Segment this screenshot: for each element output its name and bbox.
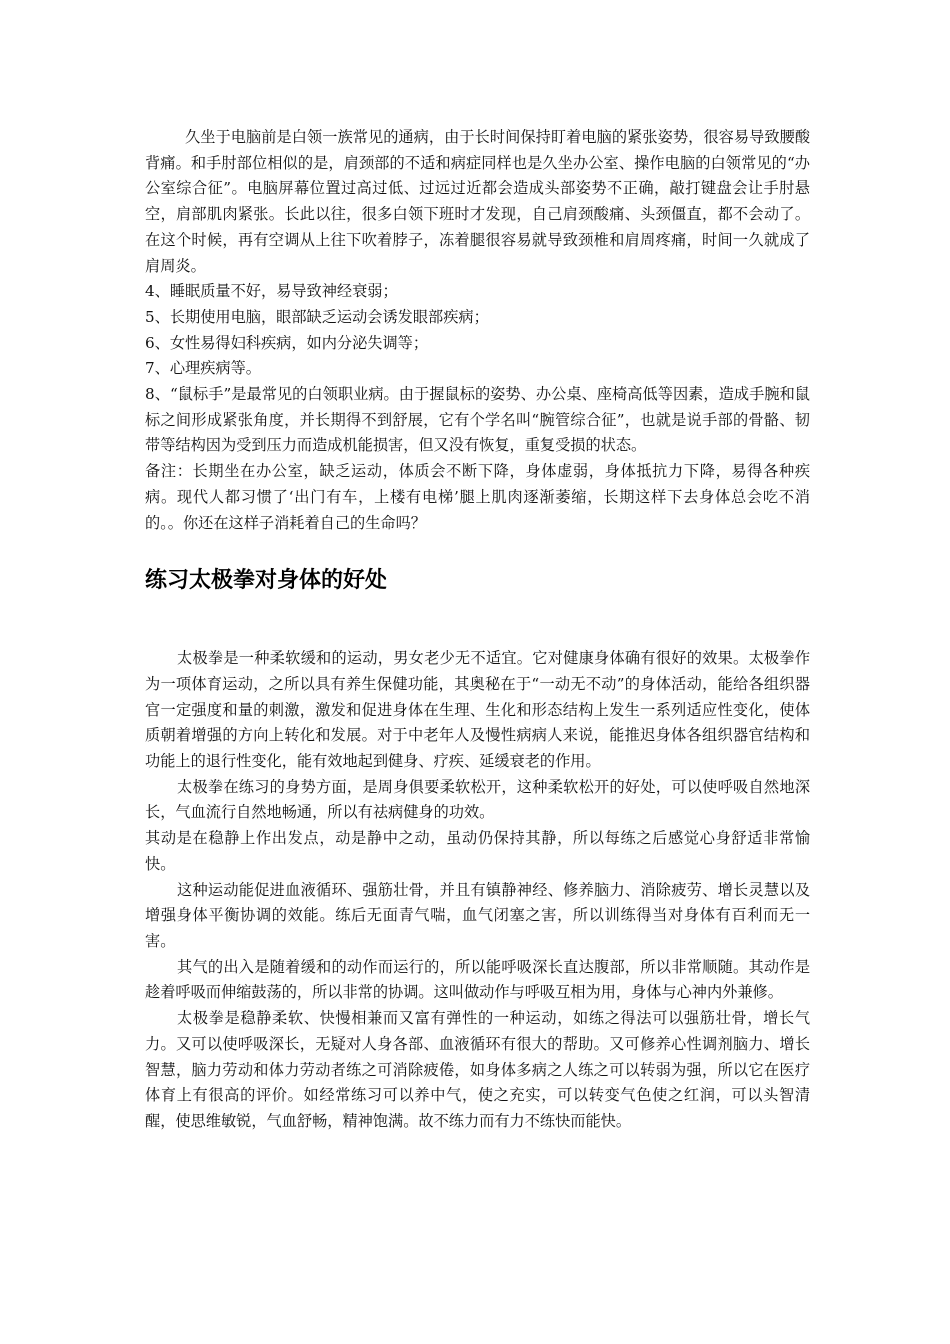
taichi-paragraph-4: 这种运动能促进血液循环、强筋壮骨，并且有镇静神经、修养脑力、消除疲劳、增长灵慧以及增强身体平衡协调的效能。练后无面青气喘，血气闭塞之害，所以训练得当对身体有百利而无一害。 — [145, 880, 810, 950]
taichi-paragraph-2: 太极拳在练习的身势方面，是周身俱要柔软松开，这种柔软松开的好处，可以使呼吸自然地深长，气血流行自然地畅通，所以有祛病健身的功效。 — [145, 777, 810, 822]
taichi-paragraph-3: 其动是在稳静上作出发点，动是静中之动，虽动仍保持其静，所以每练之后感觉心身舒适非常愉快。 — [145, 829, 810, 873]
list-item-5: 5、长期使用电脑，眼部缺乏运动会诱发眼部疾病； — [145, 307, 489, 326]
taichi-paragraph-6: 太极拳是稳静柔软、快慢相兼而又富有弹性的一种运动，如练之得法可以强筋壮骨，增长气力。又可以使呼吸深长，无疑对人身各部、血液循环有很大的帮助。又可修养心性调剂脑力、增长智慧，脑力劳动和体力劳动者练之可消除疲倦，如身体多病之人练之可以转弱为强，所以它在医疗体育上有很高的评价。如经常练习可以养中气，使之充实，可以转变气色使之红润，可以头智清醒，使思维敏锐，气血舒畅，精神饱满。故不练力而有力不练快而能快。 — [145, 1009, 810, 1130]
list-item-4: 4、睡眠质量不好，易导致神经衰弱； — [145, 282, 398, 301]
taichi-paragraph-1: 太极拳是一种柔软缓和的运动，男女老少无不适宜。它对健康身体确有很好的效果。太极拳作为一项体育运动，之所以具有养生保健功能，其奥秘在于“一动无不动”的身体活动，能给各组织器官一定强度和量的刺激，激发和促进身体在生理、生化和形态结构上发生一系列适应性变化，使体质朝着增强的方向上转化和发展。对于中老年人及慢性病病人来说，能推迟身体各组织器官结构和功能上的退行性变化，能有效地起到健身、疗疾、延缓衰老的作用。 — [145, 649, 810, 771]
list-item-7: 7、心理疾病等。 — [145, 359, 261, 378]
intro-paragraph: 久坐于电脑前是白领一族常见的通病，由于长时间保持盯着电脑的紧张姿势，很容易导致腰酸背痛。和手肘部位相似的是，肩颈部的不适和病症同样也是久坐办公室、操作电脑的白领常见的“办公室综合征”。电脑屏幕位置过高过低、过远过近都会造成头部姿势不正确，敲打键盘会让手肘悬空，肩部肌肉紧张。长此以往，很多白领下班时才发现，自己肩颈酸痛、头颈僵直，都不会动了。在这个时候，再有空调从上往下吹着脖子，冻着腿很容易就导致颈椎和肩周疼痛，时间一久就成了肩周炎。 — [145, 128, 810, 275]
spacer — [145, 596, 810, 646]
list-item-6: 6、女性易得妇科疾病，如内分泌失调等； — [145, 333, 429, 352]
document-page — [145, 125, 810, 1135]
section-heading: 练习太极拳对身体的好处 — [145, 568, 388, 594]
list-item-8: 8、“鼠标手”是最常见的白领职业病。由于握鼠标的姿势、办公桌、座椅高低等因素，造成手腕和鼠标之间形成紧张角度，并长期得不到舒展，它有个学名叫“腕管综合征”，也就是说手部的骨骼、韧带等结构因为受到压力而造成机能损害，但又没有恢复，重复受损的状态。 — [145, 385, 810, 455]
taichi-paragraph-5: 其气的出入是随着缓和的动作而运行的，所以能呼吸深长直达腹部，所以非常顺随。其动作是趁着呼吸而伸缩鼓荡的，所以非常的协调。这叫做动作与呼吸互相为用，身体与心神内外兼修。 — [145, 957, 810, 1002]
spacer — [145, 536, 810, 566]
note-paragraph: 备注：长期坐在办公室，缺乏运动，体质会不断下降，身体虚弱，身体抵抗力下降，易得各种疾病。现代人都习惯了‘出门有车，上楼有电梯’腿上肌肉逐渐萎缩，长期这样下去身体总会吃不消的。。你还在这样子消耗着自己的生命吗？ — [145, 462, 810, 532]
